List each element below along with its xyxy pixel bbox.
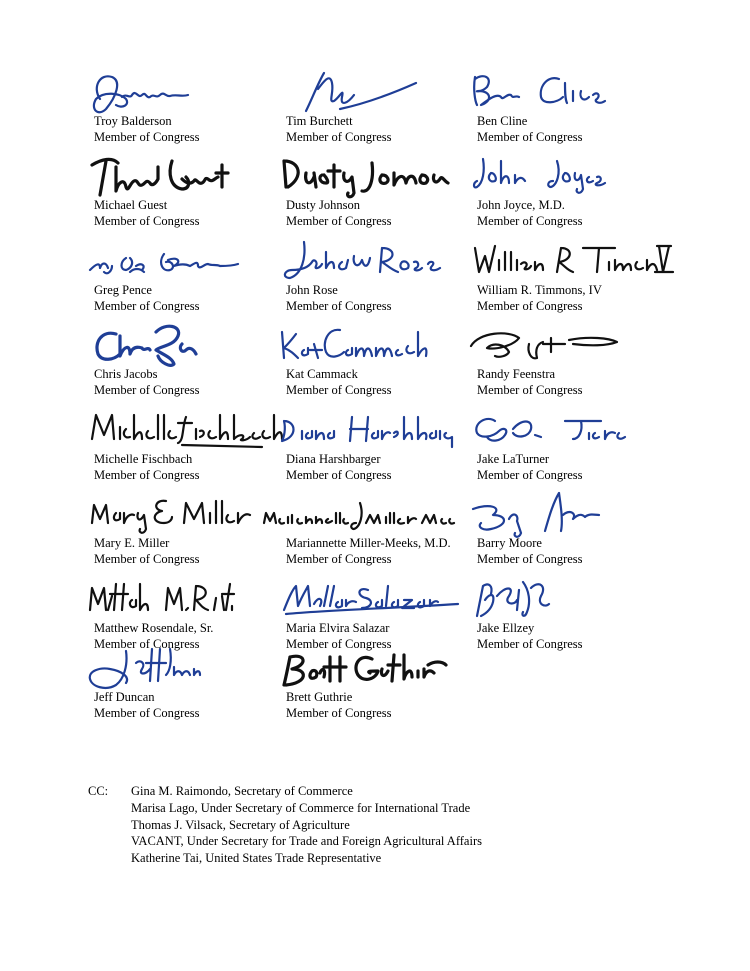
signatory-name: Jake LaTurner (477, 452, 550, 466)
signatory-title: Member of Congress (94, 214, 200, 228)
signatory-title: Member of Congress (94, 552, 200, 566)
signatory-name: Mary E. Miller (94, 536, 170, 550)
signature-block (477, 153, 662, 233)
signature-block (286, 153, 471, 233)
signatory-name: Dusty Johnson (286, 198, 360, 212)
signatory-title: Member of Congress (286, 299, 392, 313)
signatory-title: Member of Congress (94, 706, 200, 720)
signatory-title: Member of Congress (94, 130, 200, 144)
signatory-name: John Rose (286, 283, 338, 297)
signatory-title: Member of Congress (286, 468, 392, 482)
cc-recipient: VACANT, Under Secretary for Trade and Foreign Agricultural Affairs (131, 834, 482, 849)
signatory-title: Member of Congress (477, 552, 583, 566)
signatory-title: Member of Congress (94, 637, 200, 651)
signatory-name: Maria Elvira Salazar (286, 621, 390, 635)
signature-block (477, 491, 662, 571)
signatory-title: Member of Congress (286, 130, 392, 144)
signatory-name: Jake Ellzey (477, 621, 535, 635)
signature-block (286, 238, 471, 318)
signature-block (286, 69, 471, 149)
signature-block (94, 407, 279, 487)
signatory-title: Member of Congress (477, 130, 583, 144)
signatory-name: Barry Moore (477, 536, 542, 550)
signature-block (94, 69, 279, 149)
signature-block (94, 238, 279, 318)
signatory-name: Diana Harshbarger (286, 452, 381, 466)
cc-recipient: Marisa Lago, Under Secretary of Commerce for International Trade (131, 800, 471, 815)
signatory-title: Member of Congress (477, 468, 583, 482)
signatory-title: Member of Congress (477, 383, 583, 397)
cc-recipient-list (131, 783, 482, 867)
signature-block (286, 491, 471, 571)
signature-block (286, 322, 471, 402)
signature-block (94, 645, 279, 725)
cc-recipient: Gina M. Raimondo, Secretary of Commerce (131, 784, 353, 798)
signatory-name: Brett Guthrie (286, 690, 353, 704)
signatory-title: Member of Congress (477, 214, 583, 228)
signatory-name: Troy Balderson (94, 114, 172, 128)
signatory-title: Member of Congress (286, 214, 392, 228)
signatory-title: Member of Congress (286, 637, 392, 651)
signature-block (286, 407, 471, 487)
signature-block (477, 576, 662, 656)
signatory-title: Member of Congress (94, 383, 200, 397)
signatory-title: Member of Congress (94, 299, 200, 313)
signatory-name: Tim Burchett (286, 114, 353, 128)
signatory-title: Member of Congress (477, 637, 583, 651)
cc-recipient: Thomas J. Vilsack, Secretary of Agriculture (131, 817, 350, 832)
signatory-name: Greg Pence (94, 283, 152, 297)
signature-block (94, 153, 279, 233)
signatory-name: Michael Guest (94, 198, 168, 212)
signatory-name: Chris Jacobs (94, 367, 158, 381)
signature-block (286, 645, 471, 725)
signature-block (94, 322, 279, 402)
signatory-name: Randy Feenstra (477, 367, 556, 381)
cc-label: CC: (88, 784, 109, 798)
cc-recipient: Katherine Tai, United States Trade Representative (131, 851, 382, 866)
signatory-title: Member of Congress (286, 552, 392, 566)
signature-block (94, 576, 279, 656)
signatory-name: John Joyce, M.D. (477, 198, 565, 212)
signatory-name: William R. Timmons, IV (477, 283, 602, 297)
signatory-name: Matthew Rosendale, Sr. (94, 621, 214, 635)
signatory-title: Member of Congress (94, 468, 200, 482)
signatory-title: Member of Congress (286, 383, 392, 397)
signature-block (94, 491, 279, 571)
signatory-name: Michelle Fischbach (94, 452, 193, 466)
signature-block (477, 238, 662, 318)
signature-block (477, 407, 662, 487)
signature-block (477, 322, 662, 402)
signature-block (477, 69, 662, 149)
signatory-title: Member of Congress (286, 706, 392, 720)
signature-block (286, 576, 471, 656)
signatory-title: Member of Congress (477, 299, 583, 313)
signatory-name: Jeff Duncan (94, 690, 155, 704)
signatory-name: Kat Cammack (286, 367, 358, 381)
signatory-name: Ben Cline (477, 114, 528, 128)
signatory-name: Mariannette Miller-Meeks, M.D. (286, 536, 451, 550)
